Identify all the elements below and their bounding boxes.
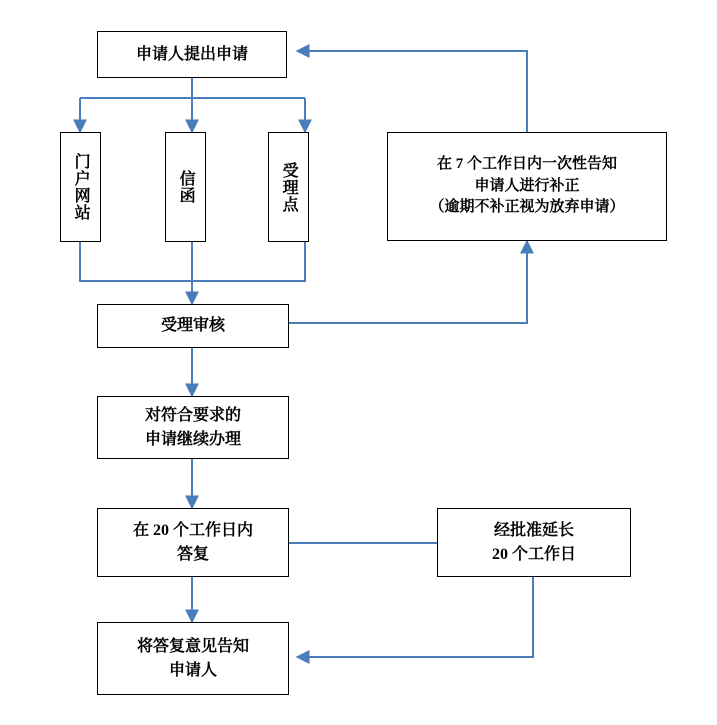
node-continue-processing-label: 对符合要求的 申请继续办理 xyxy=(144,407,241,448)
node-portal[interactable] xyxy=(60,132,101,242)
node-inform-applicant-label: 将答复意见告知 申请人 xyxy=(136,638,249,679)
node-notify-correction-label: 在 7 个工作日内一次性告知 申请人进行补正 （逾期不补正视为放弃申请） xyxy=(429,155,625,216)
node-review-label: 受理审核 xyxy=(160,317,225,335)
node-continue-processing[interactable] xyxy=(97,396,289,459)
node-portal-label: 门户网站 xyxy=(72,153,90,221)
wire-extend-to-inform xyxy=(297,577,533,657)
node-inform-applicant[interactable] xyxy=(97,622,289,695)
wire-review-to-notify xyxy=(289,241,527,323)
node-accept-point-label: 受理点 xyxy=(280,161,298,213)
node-apply-label: 申请人提出申请 xyxy=(135,45,248,63)
node-apply[interactable] xyxy=(97,31,287,78)
node-extend-20-days[interactable] xyxy=(437,508,631,577)
node-accept-point[interactable] xyxy=(268,132,309,242)
wire-notify-to-apply xyxy=(297,51,527,132)
node-notify-correction[interactable] xyxy=(387,132,667,241)
node-letter-label: 信函 xyxy=(177,170,195,204)
node-reply-20-days-label: 在 20 个工作日内 答复 xyxy=(132,522,253,563)
node-extend-20-days-label: 经批准延长 20 个工作日 xyxy=(491,522,576,563)
node-letter[interactable] xyxy=(165,132,206,242)
node-review[interactable] xyxy=(97,304,289,348)
node-reply-20-days[interactable] xyxy=(97,508,289,577)
